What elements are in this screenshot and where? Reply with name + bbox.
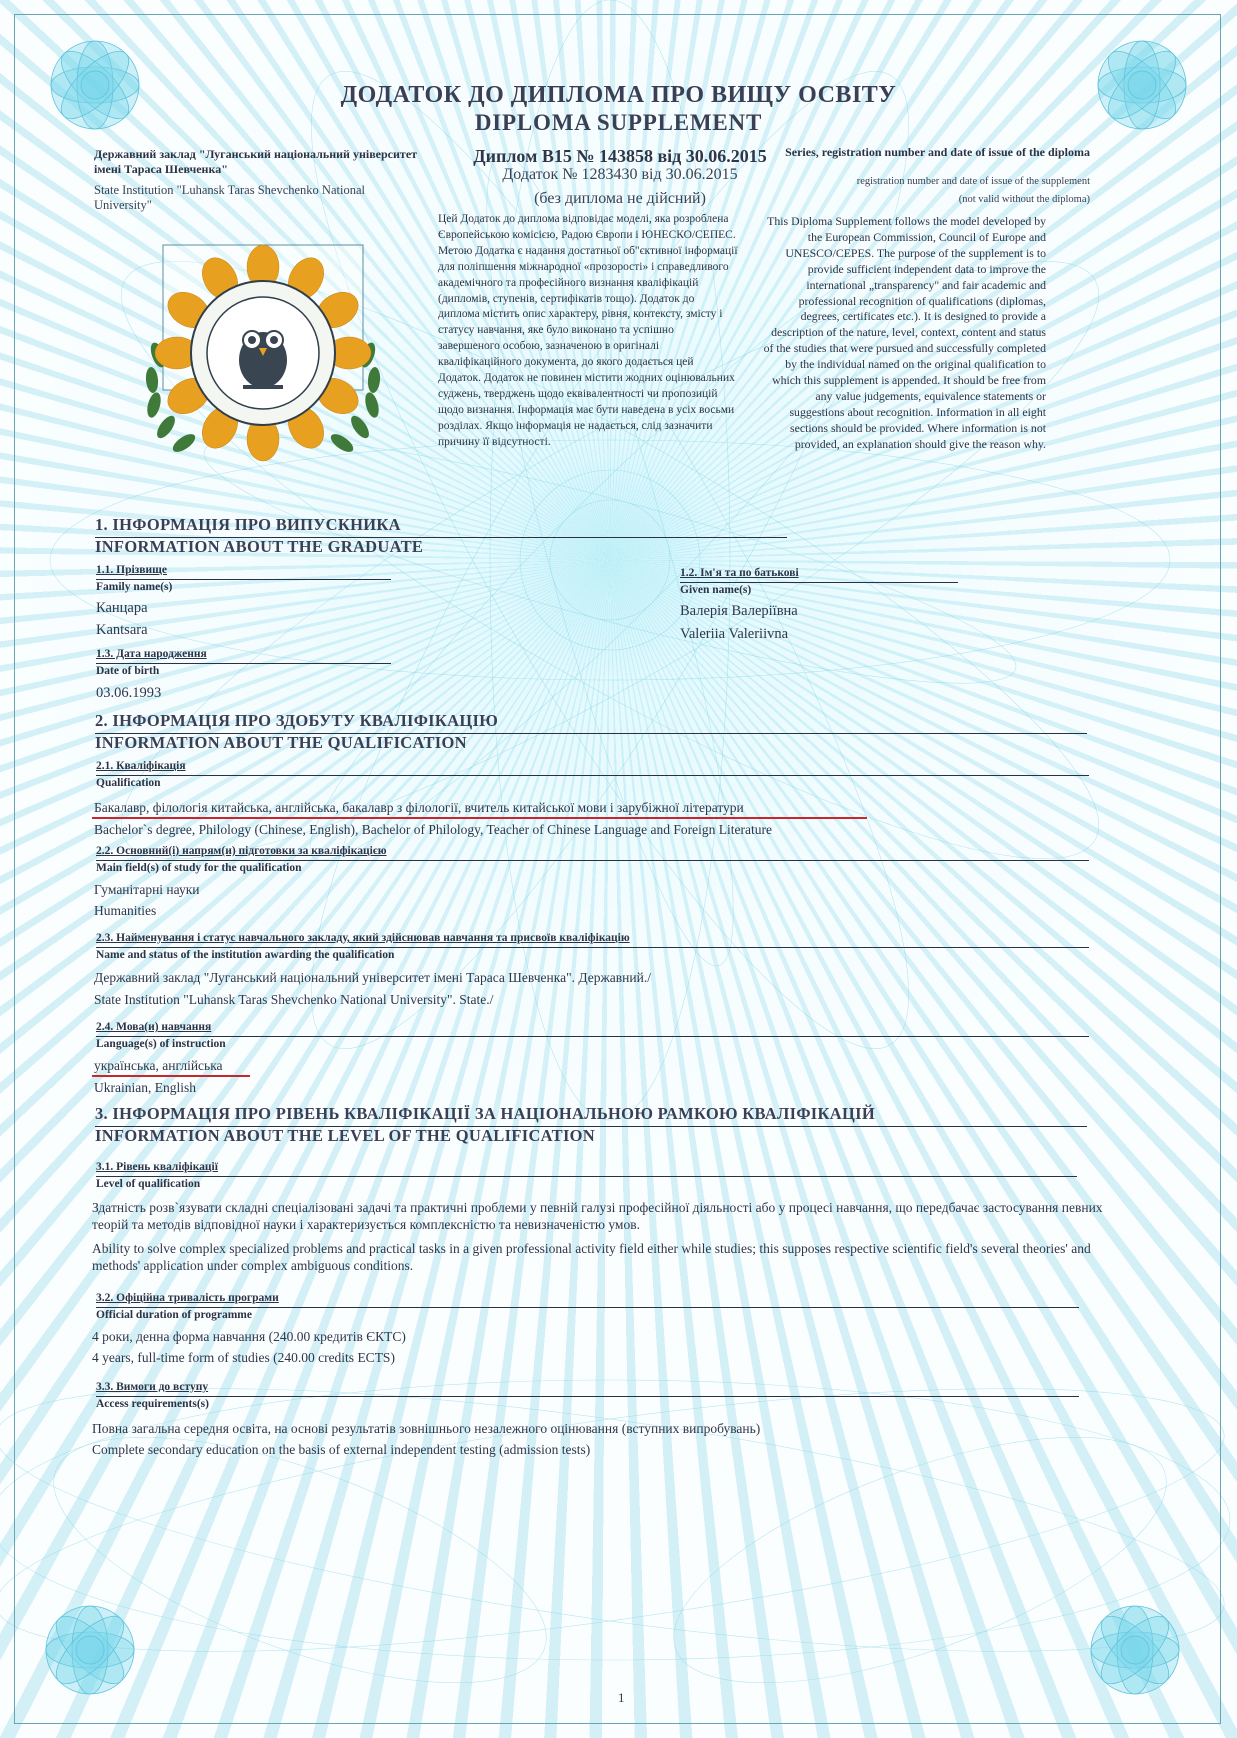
- family-name-value-ua: Канцара: [96, 600, 148, 616]
- language-label-en: Language(s) of instruction: [96, 1038, 226, 1050]
- access-value-en: Complete secondary education on the basis of external independent testing (admission tests): [92, 1442, 591, 1457]
- family-name-value-en: Kantsara: [96, 622, 148, 638]
- institution-divider: [96, 947, 1089, 948]
- qualification-label-en: Qualification: [96, 777, 161, 789]
- section1-title-en: INFORMATION ABOUT THE GRADUATE: [95, 537, 424, 556]
- institution-name-ua: Державний заклад "Луганський національний університет імені Тараса Шевченка": [94, 147, 418, 176]
- section2-title-ua: 2. ІНФОРМАЦІЯ ПРО ЗДОБУТУ КВАЛІФІКАЦІЮ: [95, 711, 499, 730]
- dob-label-ua: 1.3. Дата народження: [96, 648, 207, 660]
- language-value-ua: українська, англійська: [94, 1058, 223, 1073]
- level-value-ua: Здатність розв`язувати складні спеціалізовані задачі та практичні проблеми у певній галузі професійної діяльності або у процесі навчання, що передбачає застосування певних теорій та методів відповідної науки і характеризується комплексністю та невизначеністю умов.: [92, 1200, 1103, 1232]
- duration-value-en: 4 years, full-time form of studies (240.00 credits ECTS): [92, 1350, 395, 1365]
- access-label-ua: 3.3. Вимоги до вступу: [96, 1381, 209, 1393]
- field-value-ua: Гуманітарні науки: [94, 882, 200, 897]
- duration-label-ua: 3.2. Офіційна тривалість програми: [96, 1292, 279, 1304]
- red-underline-qualification: [92, 817, 867, 819]
- given-name-value-en: Valeriia Valeriivna: [680, 626, 789, 642]
- family-name-label-en: Family name(s): [96, 581, 173, 593]
- access-label-en: Access requirements(s): [96, 1398, 209, 1410]
- institution-value-ua: Державний заклад "Луганський національний університет імені Тараса Шевченка". Державний./: [94, 970, 651, 985]
- section1-title-ua: 1. ІНФОРМАЦІЯ ПРО ВИПУСКНИКА: [95, 515, 401, 534]
- institution-name-en: State Institution "Luhansk Taras Shevchenko National University": [94, 183, 365, 212]
- dob-label-en: Date of birth: [96, 665, 160, 677]
- document-title-en: DIPLOMA SUPPLEMENT: [474, 110, 763, 135]
- institution-value-en: State Institution "Luhansk Taras Shevchenko National University". State./: [94, 992, 494, 1007]
- level-label-en: Level of qualification: [96, 1178, 201, 1190]
- seal-ring-text: [150, 236, 151, 237]
- dob-divider: [96, 663, 391, 664]
- level-divider: [96, 1176, 1077, 1177]
- university-seal-logo: [128, 235, 398, 465]
- given-name-label-ua: 1.2. Ім'я та по батькові: [680, 567, 799, 579]
- intro-paragraph-en: This Diploma Supplement follows the model developed by the European Commission, Council of Europe and UNESCO/CEPES. The purpose of the supplement is to provide sufficient independent data to improve the international „transparency" and fair academic and professional recognition of qualifications (diplomas, degrees, certificates etc.). It is designed to provide a description of the nature, level, context, content and status of the studies that were pursued and successfully completed by the individual named on the original qualification to which this supplement is appended. It should be free from any value judgements, equivalence statements or suggestions about recognition. Information in all eight sections should be provided. Where information is not provided, an explanation should give the reason why.: [763, 214, 1046, 451]
- duration-value-ua: 4 роки, денна форма навчання (240.00 кредитів ЄКТС): [92, 1329, 406, 1344]
- duration-label-en: Official duration of programme: [96, 1309, 252, 1321]
- red-underline-language: [92, 1075, 250, 1077]
- field-value-en: Humanities: [94, 903, 157, 918]
- field-label-en: Main field(s) of study for the qualification: [96, 862, 302, 874]
- access-value-ua: Повна загальна середня освіта, на основі результатів зовнішнього незалежного оцінювання (вступних випробувань): [92, 1421, 761, 1436]
- level-label-ua: 3.1. Рівень кваліфікації: [96, 1161, 218, 1173]
- section2-title-en: INFORMATION ABOUT THE QUALIFICATION: [95, 733, 467, 752]
- given-name-value-ua: Валерія Валеріївна: [680, 603, 798, 619]
- qualification-value-en: Bachelor`s degree, Philology (Chinese, English), Bachelor of Philology, Teacher of Chinese Language and Foreign Literature: [94, 822, 772, 837]
- field-divider: [96, 860, 1089, 861]
- series-note-supplement: registration number and date of issue of the supplement: [856, 176, 1090, 187]
- document-title-ua: ДОДАТОК ДО ДИПЛОМА ПРО ВИЩУ ОСВІТУ: [340, 82, 897, 108]
- supplement-number: Додаток № 1283430 від 30.06.2015: [502, 166, 738, 183]
- given-name-label-en: Given name(s): [680, 584, 752, 596]
- language-divider: [96, 1036, 1089, 1037]
- given-name-divider: [680, 582, 958, 583]
- dob-value: 03.06.1993: [96, 685, 162, 701]
- field-label-ua: 2.2. Основний(і) напрям(и) підготовки за кваліфікацією: [96, 845, 387, 857]
- language-value-en: Ukrainian, English: [94, 1080, 196, 1095]
- institution-label-ua: 2.3. Найменування і статус навчального закладу, який здійснював навчання та присвоїв кваліфікацію: [96, 932, 630, 944]
- duration-divider: [96, 1307, 1079, 1308]
- section3-title-en: INFORMATION ABOUT THE LEVEL OF THE QUALIFICATION: [95, 1126, 596, 1145]
- family-name-label-ua: 1.1. Прізвище: [96, 564, 167, 576]
- qualification-divider: [96, 775, 1089, 776]
- qualification-value-ua: Бакалавр, філологія китайська, англійська, бакалавр з філології, вчитель китайської мови і зарубіжної літератури: [94, 800, 744, 815]
- qualification-label-ua: 2.1. Кваліфікація: [96, 760, 186, 772]
- page-number: 1: [618, 1690, 625, 1705]
- institution-label-en: Name and status of the institution awarding the qualification: [96, 949, 395, 961]
- family-name-divider: [96, 579, 391, 580]
- intro-paragraph-ua: Цей Додаток до диплома відповідає моделі, яка розроблена Європейською комісією, Радою Європи і ЮНЕСКО/СЕПЕС. Метою Додатка є надання достатньої об"єктивної інформації для поліпшення міжнародної «прозорості» і справедливого академічного та професійного визнання кваліфікацій (дипломів, ступенів, сертифікатів тощо). Додаток до диплома містить опис характеру, рівня, контексту, змісту і статусу навчання, яке було виконано та успішно завершеного особою, зазначеною в оригіналі кваліфікаційного документа, до якого додається цей Додаток. Додаток не повинен містити жодних оцінювальних суджень, тверджень щодо еквівалентності чи пропозицій щодо визнання. Інформація має бути наведена в усіх восьми розділах. Якщо інформація не надається, слід зазначити причину її відсутності.: [438, 213, 738, 448]
- access-divider: [96, 1396, 1079, 1397]
- language-label-ua: 2.4. Мова(и) навчання: [96, 1021, 212, 1033]
- series-note-not-valid: (not valid without the diploma): [958, 194, 1090, 205]
- series-note-title: Series, registration number and date of issue of the diploma: [785, 145, 1090, 159]
- not-valid-note-ua: (без диплома не дійсний): [534, 190, 706, 207]
- diploma-number: Диплом В15 № 143858 від 30.06.2015: [473, 146, 767, 166]
- level-value-en: Ability to solve complex specialized problems and practical tasks in a given professional activity field either while studies; this supposes respective scientific field's several theories' and methods' application under complex ambiguous conditions.: [92, 1241, 1091, 1273]
- section3-title-ua: 3. ІНФОРМАЦІЯ ПРО РІВЕНЬ КВАЛІФІКАЦІЇ ЗА НАЦІОНАЛЬНОЮ РАМКОЮ КВАЛІФІКАЦІЙ: [95, 1104, 875, 1123]
